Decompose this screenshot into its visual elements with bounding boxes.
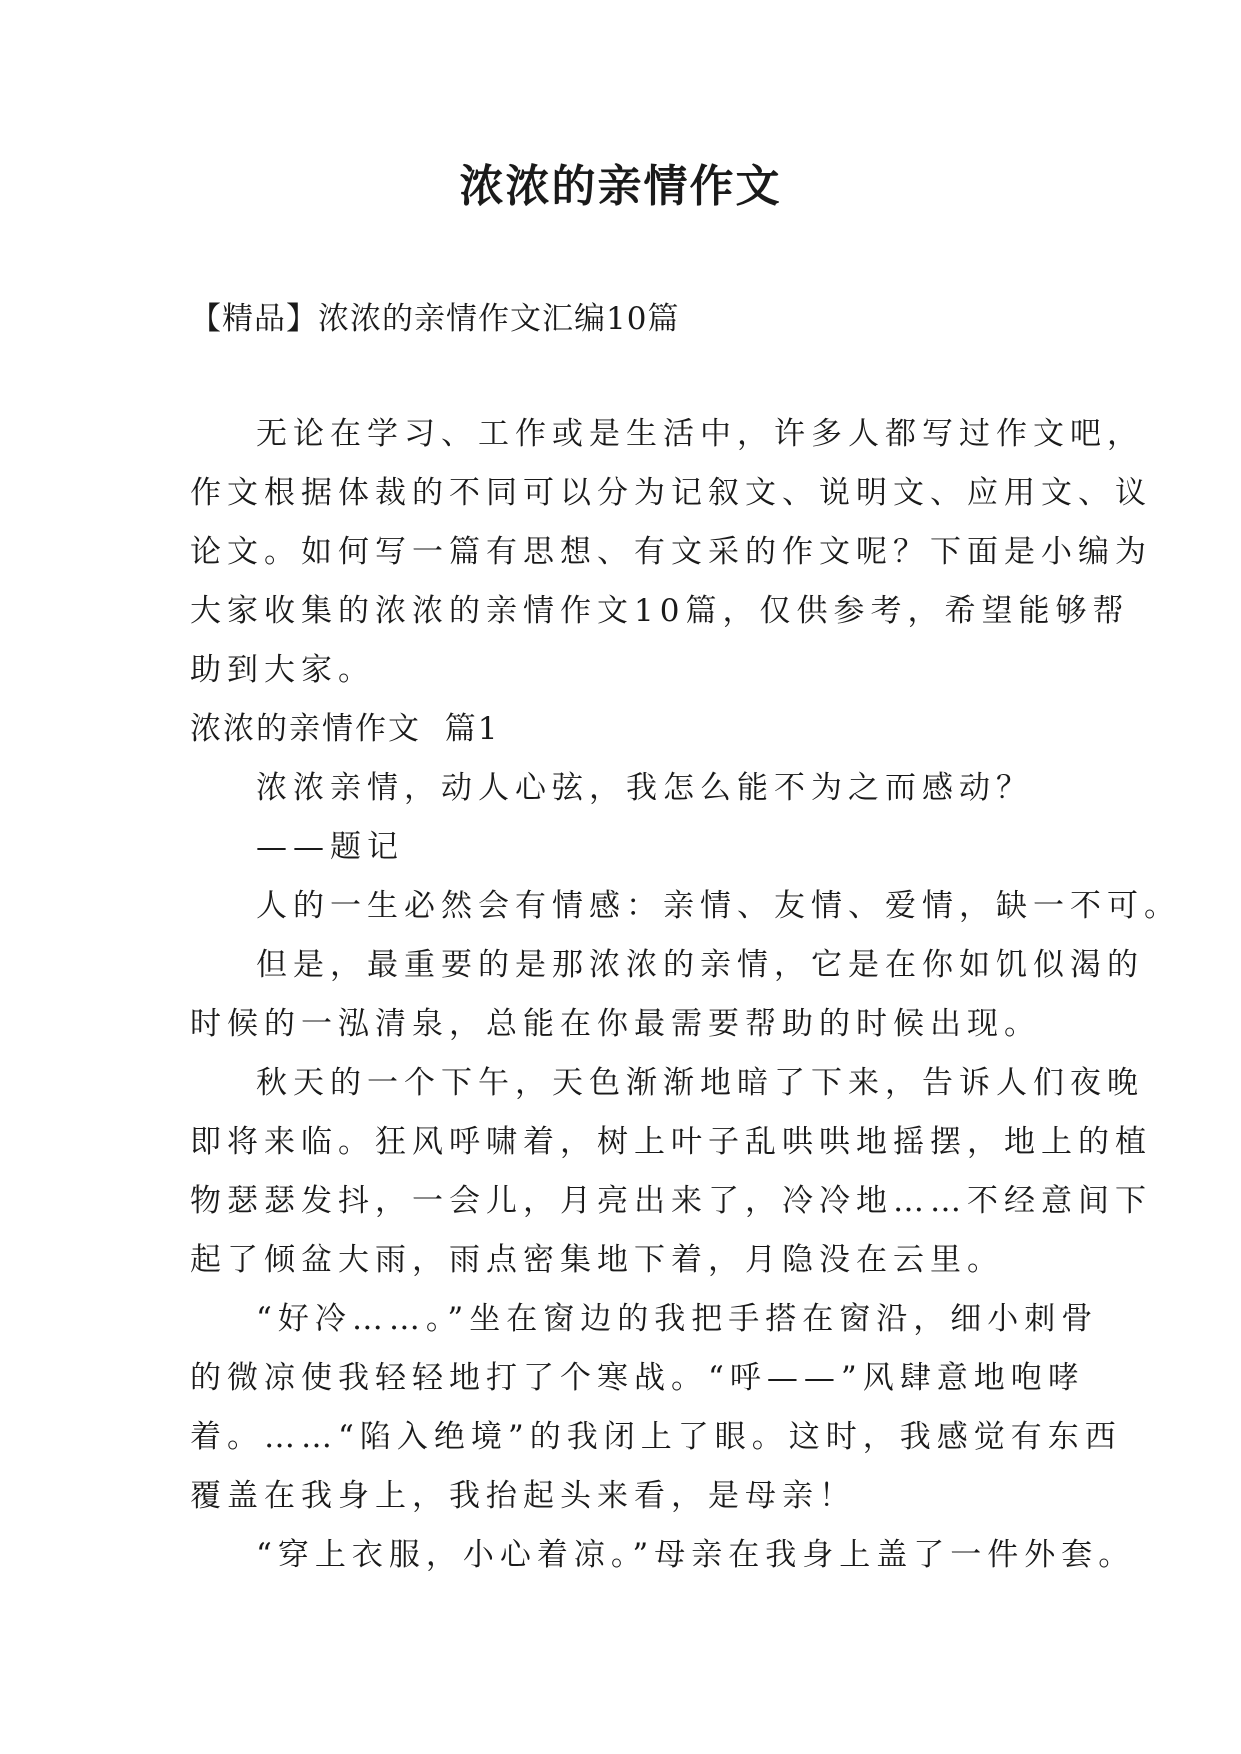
- paragraph: [190, 759, 1070, 818]
- paragraph-line: 的微凉使我轻轻地打了个寒战。“呼——”风肆意地咆哮: [190, 1360, 1085, 1396]
- intro-paragraph: [190, 405, 1152, 700]
- paragraph-line: 起了倾盆大雨，雨点密集地下着，月隐没在云里。: [190, 1242, 1004, 1278]
- paragraph: [190, 818, 1070, 877]
- document-subtitle: 【精品】浓浓的亲情作文汇编10篇: [190, 301, 680, 337]
- paragraph-line: 但是，最重要的是那浓浓的亲情，它是在你如饥似渴的: [256, 947, 1144, 983]
- document-body: [190, 405, 1181, 1585]
- paragraph: [190, 936, 1144, 1054]
- intro-line: 大家收集的浓浓的亲情作文10篇，仅供参考，希望能够帮: [190, 593, 1130, 629]
- paragraph-line: ——题记: [256, 829, 404, 865]
- paragraph: [190, 1054, 1152, 1290]
- paragraph-line: 浓浓亲情，动人心弦，我怎么能不为之而感动？: [256, 770, 1033, 806]
- intro-line: 作文根据体裁的不同可以分为记叙文、说明文、应用文、议: [190, 475, 1152, 511]
- section-heading-text: 浓浓的亲情作文 篇1: [190, 711, 500, 747]
- paragraph: [190, 1526, 1136, 1585]
- paragraph-line: 物瑟瑟发抖，一会儿，月亮出来了，冷冷地……不经意间下: [190, 1183, 1152, 1219]
- paragraph-line: “好冷……。”坐在窗边的我把手搭在窗沿，细小刺骨: [256, 1301, 1099, 1337]
- paragraph: [190, 1290, 1122, 1526]
- paragraph-line: “穿上衣服，小心着凉。”母亲在我身上盖了一件外套。: [256, 1537, 1136, 1573]
- paragraph-line: 时候的一泓清泉，总能在你最需要帮助的时候出现。: [190, 1006, 1041, 1042]
- intro-line: 助到大家。: [190, 652, 375, 688]
- section-heading: [190, 700, 1070, 759]
- document-title: 浓浓的亲情作文: [459, 161, 782, 212]
- paragraph-line: 秋天的一个下午，天色渐渐地暗了下来，告诉人们夜晚: [256, 1065, 1144, 1101]
- intro-line: 论文。如何写一篇有思想、有文采的作文呢？下面是小编为: [190, 534, 1152, 570]
- intro-line: 无论在学习、工作或是生活中，许多人都写过作文吧，: [256, 416, 1144, 452]
- paragraph-line: 人的一生必然会有情感：亲情、友情、爱情，缺一不可。: [256, 888, 1181, 924]
- paragraph-line: 覆盖在我身上，我抬起头来看，是母亲！: [190, 1478, 856, 1514]
- paragraph-line: 着。……“陷入绝境”的我闭上了眼。这时，我感觉有东西: [190, 1419, 1122, 1455]
- paragraph: [190, 877, 1181, 936]
- paragraph-line: 即将来临。狂风呼啸着，树上叶子乱哄哄地摇摆，地上的植: [190, 1124, 1152, 1160]
